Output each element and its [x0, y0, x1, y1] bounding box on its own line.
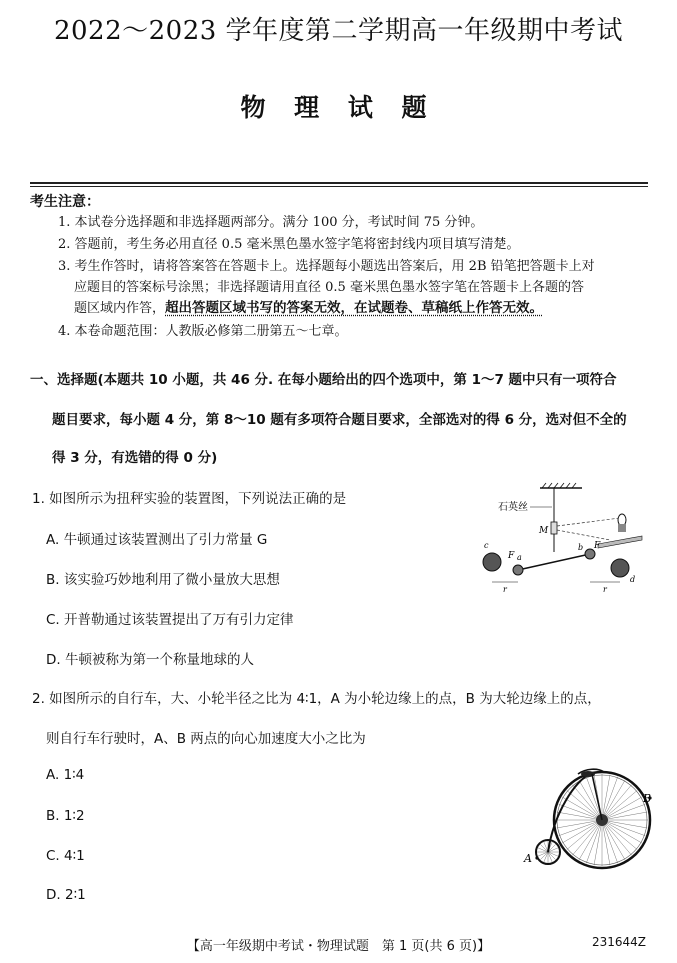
notice-item-3-line-2: 应题目的答案标号涂黑；非选择题请用直径 0.5 毫米黑色墨水签字笔在答题卡上各题的答: [74, 280, 584, 295]
ceiling-mount: [540, 483, 582, 488]
notice-item-3-line-3: [74, 296, 543, 316]
notice-item-4: 4. 本卷命题范围：人教版必修第二册第五～七章。: [58, 324, 348, 339]
divider-thin: [30, 186, 648, 187]
notice-heading: 考生注意：: [30, 194, 100, 210]
notice-item-2: 2. 答题前，考生务必用直径 0.5 毫米黑色墨水签字笔将密封线内项目填写清楚。: [58, 237, 520, 252]
label-r-left: r: [503, 585, 507, 594]
label-b: b: [578, 543, 584, 552]
divider-thick: [30, 182, 648, 184]
question-1-option-a: A. 牛顿通过该装置测出了引力常量 G: [46, 532, 268, 548]
notice-item-1: 1. 本试卷分选择题和非选择题两部分。满分 100 分，考试时间 75 分钟。: [58, 215, 484, 230]
notice-emphasis: 超出答题区域书写的答案无效，在试题卷、草稿纸上作答无效。: [165, 300, 544, 316]
exam-title: 2022～2023 学年度第二学期高一年级期中考试: [53, 16, 624, 46]
question-2-option-a: A. 1∶4: [46, 767, 85, 783]
label-a: a: [517, 553, 522, 562]
point-b-label: B: [643, 792, 652, 805]
fiber-label: 石英丝: [498, 502, 528, 513]
light-beam-in: [557, 518, 620, 526]
page-footer: 【高一年级期中考试・物理试题 第 1 页(共 6 页)】: [186, 939, 491, 954]
light-beam-out: [557, 530, 610, 540]
notice-item-3-line-1: 3. 考生作答时，请将答案答在答题卡上。选择题每小题选出答案后，用 2B 铅笔把答题卡上对: [58, 259, 595, 274]
point-a-marker: [535, 856, 538, 859]
question-2-option-b: B. 1∶2: [46, 808, 85, 824]
mirror: [551, 522, 557, 534]
question-2-option-c: C. 4∶1: [46, 848, 85, 864]
torsion-balance-figure: [470, 482, 650, 600]
light-source-icon: [618, 514, 626, 532]
spoke: [548, 852, 556, 860]
spoke: [540, 844, 548, 852]
section-1-line-3: 得 3 分，有选错的得 0 分): [52, 450, 218, 466]
question-2-stem-line-2: 则自行车行驶时，A、B 两点的向心加速度大小之比为: [46, 731, 366, 747]
label-r-right: r: [603, 585, 607, 594]
section-1-line-1: 一、选择题(本题共 10 小题，共 46 分. 在每小题给出的四个选项中，第 1～7 题中只有一项符合: [30, 372, 617, 388]
exam-code: 231644Z: [592, 935, 647, 949]
notice-item-3-line-3-text: 题区域内作答，: [74, 301, 166, 316]
torsion-rod: [518, 554, 590, 570]
label-c: c: [484, 541, 489, 550]
question-1-option-d: D. 牛顿被称为第一个称量地球的人: [46, 652, 254, 668]
question-1-option-c: C. 开普勒通过该装置提出了万有引力定律: [46, 612, 294, 628]
question-1-stem: 1. 如图所示为扭秤实验的装置图，下列说法正确的是: [32, 491, 347, 507]
scale-ruler: [598, 536, 642, 548]
spoke: [540, 852, 548, 860]
label-d: d: [630, 575, 636, 584]
large-ball-d: [611, 559, 629, 577]
question-2-option-d: D. 2∶1: [46, 887, 86, 903]
mirror-label: M: [539, 526, 549, 536]
question-1-option-b: B. 该实验巧妙地利用了微小量放大思想: [46, 572, 280, 588]
question-2-stem-line-1: 2. 如图所示的自行车，大、小轮半径之比为 4∶1，A 为小轮边缘上的点，B 为大轮边缘上的点，: [32, 691, 601, 707]
label-F-right: F: [594, 541, 601, 551]
large-ball-c: [483, 553, 501, 571]
section-1-line-2: 题目要求，每小题 4 分，第 8～10 题有多项符合题目要求，全部选对的得 6 分，选对但不全的: [52, 412, 627, 428]
small-ball-a: [513, 565, 523, 575]
subject-title: 物 理 试 题: [240, 93, 437, 122]
bicycle-figure: [520, 762, 660, 872]
point-a-label: A: [524, 852, 532, 865]
label-F-left: F: [508, 551, 515, 561]
